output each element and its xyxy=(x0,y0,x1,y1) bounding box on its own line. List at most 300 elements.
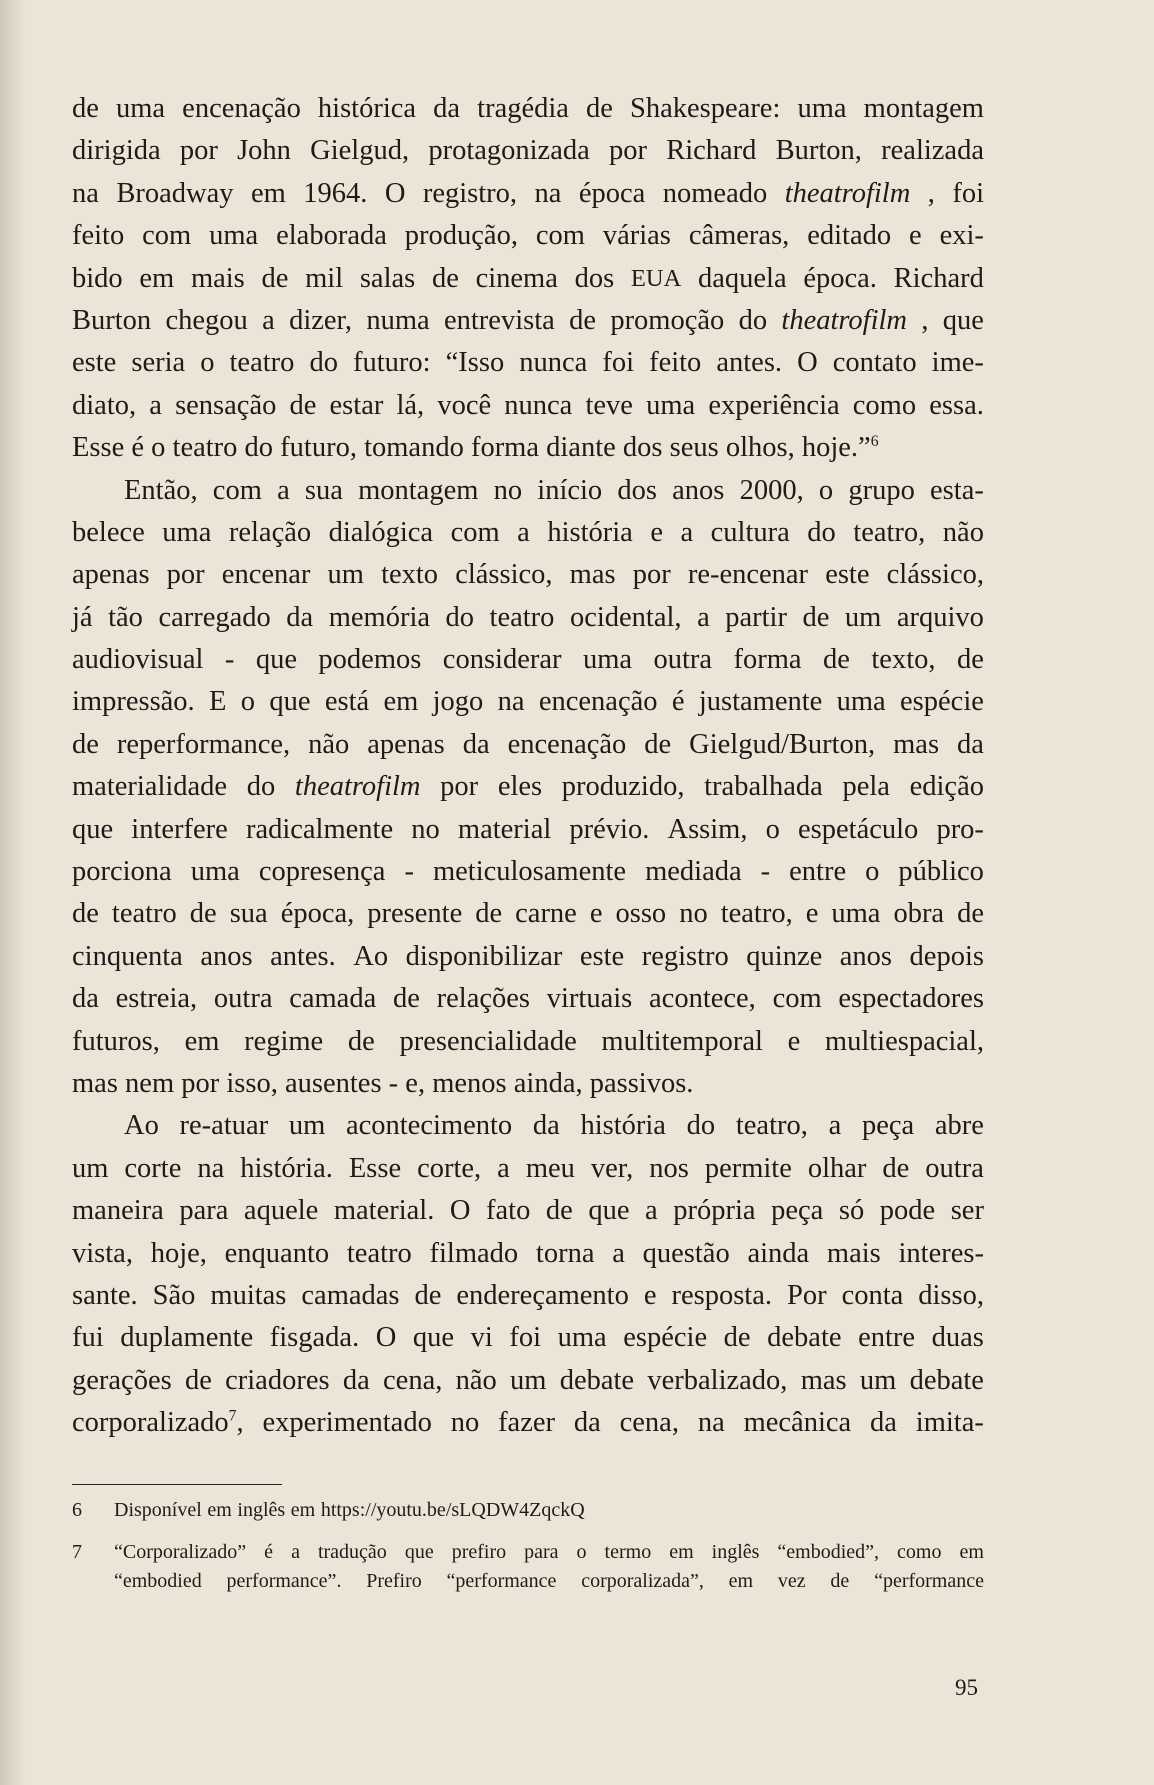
footnote-6 xyxy=(72,1496,984,1525)
text-line xyxy=(72,597,984,639)
word: material xyxy=(457,813,552,845)
footnote-number: 7 xyxy=(72,1541,82,1563)
word: por xyxy=(632,559,671,591)
word: mas xyxy=(569,559,616,591)
word: John xyxy=(237,135,291,167)
word: sua xyxy=(304,474,343,506)
word: em xyxy=(669,1541,694,1563)
word: diato, xyxy=(72,389,137,421)
word: do xyxy=(445,601,475,633)
word: na xyxy=(197,1152,225,1184)
word: fazer xyxy=(498,1407,555,1439)
word: de xyxy=(545,1195,573,1227)
word: São xyxy=(152,1279,196,1311)
word: outra xyxy=(653,644,713,676)
word: theatrofilm xyxy=(784,177,911,209)
word: “performance xyxy=(874,1570,984,1592)
word: em xyxy=(728,1570,754,1592)
text-line xyxy=(72,681,984,723)
word: feito xyxy=(72,220,125,252)
word: histórica xyxy=(317,93,417,124)
word: texto xyxy=(381,559,439,591)
word: inglês xyxy=(237,1499,286,1521)
word: da xyxy=(286,601,314,633)
text-line xyxy=(72,766,984,808)
word: fui xyxy=(72,1322,104,1354)
word: em xyxy=(139,262,175,294)
word: ime- xyxy=(931,347,984,379)
text-line xyxy=(72,554,984,596)
word: daquela xyxy=(698,262,787,294)
word: com xyxy=(212,474,262,506)
word: da xyxy=(532,1110,560,1142)
word: antes. xyxy=(270,940,336,972)
word: de xyxy=(72,728,99,760)
word: montagem xyxy=(358,474,479,506)
word: , xyxy=(927,177,935,209)
word: teatro xyxy=(229,347,295,379)
word: público xyxy=(898,856,984,888)
word: peça xyxy=(771,1195,824,1227)
word: na xyxy=(697,1407,725,1439)
word: “Isso xyxy=(445,347,505,379)
word: espécie xyxy=(623,1322,708,1354)
word: várias xyxy=(602,220,671,252)
word: cultura xyxy=(710,516,790,548)
word: de xyxy=(289,389,317,421)
word: história xyxy=(580,1110,666,1142)
word: está xyxy=(324,686,370,718)
word: uma xyxy=(190,856,240,888)
word: acontecimento xyxy=(345,1110,513,1142)
word: na xyxy=(497,686,525,718)
word: Ao xyxy=(353,940,389,972)
word: seria xyxy=(131,347,186,379)
word: com xyxy=(142,220,192,252)
word: dialógica xyxy=(328,516,434,548)
word: protagonizada xyxy=(428,135,590,167)
word: Disponível xyxy=(114,1499,202,1521)
word: uma xyxy=(797,93,847,124)
word: multitemporal xyxy=(601,1025,763,1057)
footnote-ref[interactable]: 6 xyxy=(870,432,879,450)
word: E xyxy=(209,686,227,718)
word: por xyxy=(179,135,218,167)
word: que xyxy=(942,304,984,336)
word: O xyxy=(375,1322,397,1354)
word: nos xyxy=(649,1152,689,1184)
word: de xyxy=(475,898,503,930)
word: o xyxy=(151,432,166,464)
word: ainda, xyxy=(513,1067,583,1099)
word: entre xyxy=(789,856,847,888)
word: como xyxy=(897,1541,942,1563)
word: camadas xyxy=(301,1279,400,1311)
word: obra xyxy=(893,898,945,930)
word: relações xyxy=(436,983,531,1015)
word: produção, xyxy=(404,220,518,252)
word: seus xyxy=(669,432,719,464)
word: corte, xyxy=(417,1152,482,1184)
word: de xyxy=(569,304,596,336)
word: anos xyxy=(200,940,253,972)
word: a xyxy=(680,516,694,548)
word: pode xyxy=(879,1195,936,1227)
word: futuro: xyxy=(353,347,431,379)
word: Assim, xyxy=(667,813,748,845)
word: da xyxy=(342,1364,370,1396)
word: cinquenta xyxy=(72,940,183,972)
word: jogo xyxy=(432,686,484,718)
word: dos xyxy=(622,432,663,464)
word: conta xyxy=(841,1279,904,1311)
word: memória xyxy=(328,601,431,633)
word: podemos xyxy=(318,644,422,676)
word: mil xyxy=(305,262,344,294)
word: dirigida xyxy=(72,135,161,167)
word: e xyxy=(589,898,603,930)
word: não xyxy=(942,516,984,548)
word: tão xyxy=(108,601,143,633)
word: que xyxy=(404,1541,434,1563)
word: no xyxy=(411,813,440,845)
word: foi xyxy=(602,347,635,379)
word: corte xyxy=(124,1152,182,1184)
word: performance”. xyxy=(226,1570,342,1592)
word: olhos, xyxy=(725,432,795,464)
text-line xyxy=(72,470,984,512)
text-line xyxy=(72,724,984,766)
word: ser xyxy=(950,1195,984,1227)
word: belece xyxy=(72,516,145,548)
word: a xyxy=(612,1237,625,1269)
word: anos xyxy=(672,474,725,506)
word: O xyxy=(449,1195,471,1227)
word: e, xyxy=(405,1067,426,1099)
word: disponibilizar xyxy=(405,940,563,972)
word: mas xyxy=(893,728,940,760)
word: cinema xyxy=(475,262,558,294)
word: radicalmente xyxy=(245,813,394,845)
word: o xyxy=(765,813,780,845)
word: já xyxy=(72,601,93,633)
word: experimentado xyxy=(262,1407,432,1439)
word: inglês xyxy=(711,1541,760,1563)
word: material. xyxy=(333,1195,435,1227)
word: encenação xyxy=(182,93,301,124)
word: carne xyxy=(515,898,577,930)
word: Esse xyxy=(348,1152,402,1184)
word: tomando xyxy=(364,432,464,464)
word: presencialidade xyxy=(399,1025,577,1057)
word: audiovisual xyxy=(72,644,204,676)
word: futuros, xyxy=(72,1025,160,1057)
word: por xyxy=(440,771,479,803)
word: por xyxy=(181,1067,220,1099)
footnote-ref[interactable]: 7 xyxy=(228,1407,237,1425)
word: a xyxy=(277,474,290,506)
word: teatro xyxy=(346,1237,412,1269)
word: de xyxy=(586,93,613,124)
word: montagem xyxy=(863,93,984,124)
word: em xyxy=(959,1541,984,1563)
text-line xyxy=(72,300,984,342)
word: meu xyxy=(525,1152,575,1184)
word: na xyxy=(72,177,99,209)
word: endereçamento xyxy=(456,1279,629,1311)
footnote-number: 6 xyxy=(72,1499,82,1521)
word: termo xyxy=(604,1541,652,1563)
word: realizada xyxy=(881,135,984,167)
word: cena, xyxy=(619,1407,679,1439)
word: texto, xyxy=(871,644,936,676)
word: própria xyxy=(673,1195,756,1227)
word: essa. xyxy=(929,389,984,421)
word: Burton xyxy=(72,304,152,336)
word: em xyxy=(250,177,286,209)
footnote-line xyxy=(114,1538,984,1567)
word: pela xyxy=(842,771,890,803)
word: é xyxy=(131,432,145,464)
text-line xyxy=(72,173,984,215)
word: para xyxy=(179,1195,229,1227)
word: a xyxy=(645,1195,658,1227)
word: outra xyxy=(213,983,273,1015)
text-line xyxy=(72,258,984,300)
word: reperformance, xyxy=(116,728,291,760)
word: início xyxy=(537,474,603,506)
word: teatro, xyxy=(735,1110,808,1142)
text-line xyxy=(72,1148,984,1190)
word: do xyxy=(738,304,768,336)
word: theatrofilm xyxy=(294,771,421,803)
word: do xyxy=(246,771,276,803)
word: gerações xyxy=(72,1364,172,1396)
word: Shakespeare: xyxy=(630,93,781,124)
word: de xyxy=(830,1570,850,1592)
word: osso xyxy=(615,898,667,930)
word: partir xyxy=(725,601,787,633)
word: fisgada. xyxy=(269,1322,360,1354)
word: Broadway xyxy=(116,177,234,209)
word: acontece, xyxy=(649,983,756,1015)
text-line xyxy=(72,1021,984,1063)
word: teatro xyxy=(111,898,177,930)
word: foi xyxy=(952,177,984,209)
word: que xyxy=(72,813,114,845)
word: uma xyxy=(116,93,166,124)
word: este xyxy=(579,940,625,972)
word: anos xyxy=(839,940,893,972)
word: nunca xyxy=(504,389,573,421)
word: - xyxy=(224,644,235,676)
text-line xyxy=(72,1317,984,1359)
word: disso, xyxy=(918,1279,984,1311)
text-line xyxy=(72,130,984,172)
word: feito xyxy=(649,347,702,379)
word: entrevista xyxy=(443,304,555,336)
word: forma xyxy=(470,432,540,464)
word: 1964. xyxy=(303,177,368,209)
word: no xyxy=(493,474,523,506)
text-line xyxy=(72,1233,984,1275)
text-line xyxy=(72,936,984,978)
word: da xyxy=(72,983,99,1015)
word: Por xyxy=(786,1279,827,1311)
word: e xyxy=(909,220,922,252)
word: em xyxy=(290,1499,316,1521)
word: na xyxy=(534,177,562,209)
word: trabalhada xyxy=(704,771,823,803)
word: uma xyxy=(162,516,212,548)
word: a xyxy=(149,389,162,421)
word: “embodied”, xyxy=(777,1541,880,1563)
word: da xyxy=(433,93,461,124)
word: um xyxy=(859,1364,897,1396)
word: uma xyxy=(582,644,633,676)
word: mais xyxy=(190,262,245,294)
word: e xyxy=(643,1279,657,1311)
word: peça xyxy=(861,1110,915,1142)
word: sante. xyxy=(72,1279,138,1311)
word: por xyxy=(608,135,647,167)
word: de xyxy=(189,898,217,930)
word: de xyxy=(802,601,830,633)
word: a xyxy=(828,1110,842,1142)
text-line xyxy=(72,1190,984,1232)
word: do xyxy=(807,516,836,548)
word: teve xyxy=(585,389,633,421)
word: resposta. xyxy=(671,1279,772,1311)
word: debate xyxy=(909,1364,984,1396)
text-line xyxy=(72,851,984,893)
word: salas xyxy=(359,262,416,294)
body-text xyxy=(72,88,984,1445)
word: corporalizada”, xyxy=(581,1570,704,1592)
word: re-atuar xyxy=(179,1110,269,1142)
word: “embodied xyxy=(114,1570,202,1592)
word: de xyxy=(261,262,289,294)
word: meticulosamente xyxy=(432,856,627,888)
word: isso, xyxy=(226,1067,278,1099)
word: depois xyxy=(909,940,984,972)
word: duplamente xyxy=(120,1322,254,1354)
word: e xyxy=(650,516,663,548)
text-line xyxy=(72,1063,984,1105)
word: este xyxy=(825,559,870,591)
word: prévio. xyxy=(569,813,650,845)
word: Prefiro xyxy=(366,1570,422,1592)
word: vez xyxy=(777,1570,806,1592)
word: experiência xyxy=(708,389,840,421)
word: em xyxy=(207,1499,232,1521)
text-line xyxy=(72,893,984,935)
word: fato xyxy=(486,1195,531,1227)
word: materialidade xyxy=(72,771,228,803)
word: theatrofilm xyxy=(781,304,908,336)
word: carregado xyxy=(158,601,271,633)
word: antes. xyxy=(716,347,783,379)
word: quinze xyxy=(746,940,823,972)
word: presente xyxy=(367,898,463,930)
word: só xyxy=(838,1195,865,1227)
word: é xyxy=(671,686,685,718)
word: o xyxy=(865,856,880,888)
word: história xyxy=(547,516,633,548)
word: futuro, xyxy=(280,432,357,464)
word: EUA xyxy=(630,264,682,292)
word: 2000, xyxy=(739,474,804,506)
word: em xyxy=(383,686,419,718)
text-line xyxy=(72,385,984,427)
word: regime xyxy=(244,1025,324,1057)
word: hoje, xyxy=(150,1237,207,1269)
word: que xyxy=(255,644,297,676)
word: com xyxy=(772,983,822,1015)
word: chegou xyxy=(165,304,248,336)
word: não xyxy=(455,1364,497,1396)
word: do xyxy=(244,432,274,464)
word: Burton, xyxy=(775,135,862,167)
word: debate xyxy=(559,1364,635,1396)
word: questão xyxy=(642,1237,730,1269)
word: que xyxy=(269,686,311,718)
word: da xyxy=(870,1407,897,1439)
word: arquivo xyxy=(896,601,984,633)
text-line xyxy=(72,1275,984,1317)
word: câmeras, xyxy=(688,220,790,252)
word: que xyxy=(412,1322,455,1354)
word: de xyxy=(882,1152,910,1184)
word: sensação xyxy=(175,389,277,421)
word: muitas xyxy=(210,1279,287,1311)
word: diante xyxy=(546,432,616,464)
word: vi xyxy=(470,1322,493,1354)
word: mais xyxy=(826,1237,881,1269)
word: de xyxy=(823,644,850,676)
word: com xyxy=(535,220,585,252)
word: de xyxy=(72,93,99,124)
word: bido xyxy=(72,262,123,294)
text-line xyxy=(72,88,984,130)
word: este xyxy=(72,347,117,379)
word: nomeado xyxy=(662,177,768,209)
word: no xyxy=(679,898,708,930)
word: esta- xyxy=(930,474,984,506)
text-line xyxy=(72,1360,984,1402)
word: uma xyxy=(557,1322,607,1354)
word: enquanto xyxy=(224,1237,330,1269)
word: debate xyxy=(767,1322,842,1354)
word: grupo xyxy=(848,474,915,506)
word: relação xyxy=(228,516,312,548)
word: teatro, xyxy=(720,898,793,930)
word: sua xyxy=(229,898,268,930)
word: a xyxy=(291,1541,300,1563)
word: clássico, xyxy=(455,559,553,591)
word: porciona xyxy=(72,856,172,888)
page-binding-shadow xyxy=(0,0,26,1785)
text-line xyxy=(72,1105,984,1147)
word: é xyxy=(264,1541,274,1563)
word: torna xyxy=(535,1237,595,1269)
word: Ao xyxy=(124,1110,159,1142)
word: Gielgud/Burton, xyxy=(689,728,876,760)
word: criadores xyxy=(225,1364,330,1396)
word: você xyxy=(437,389,492,421)
word: menos xyxy=(432,1067,507,1099)
word: virtuais xyxy=(546,983,633,1015)
